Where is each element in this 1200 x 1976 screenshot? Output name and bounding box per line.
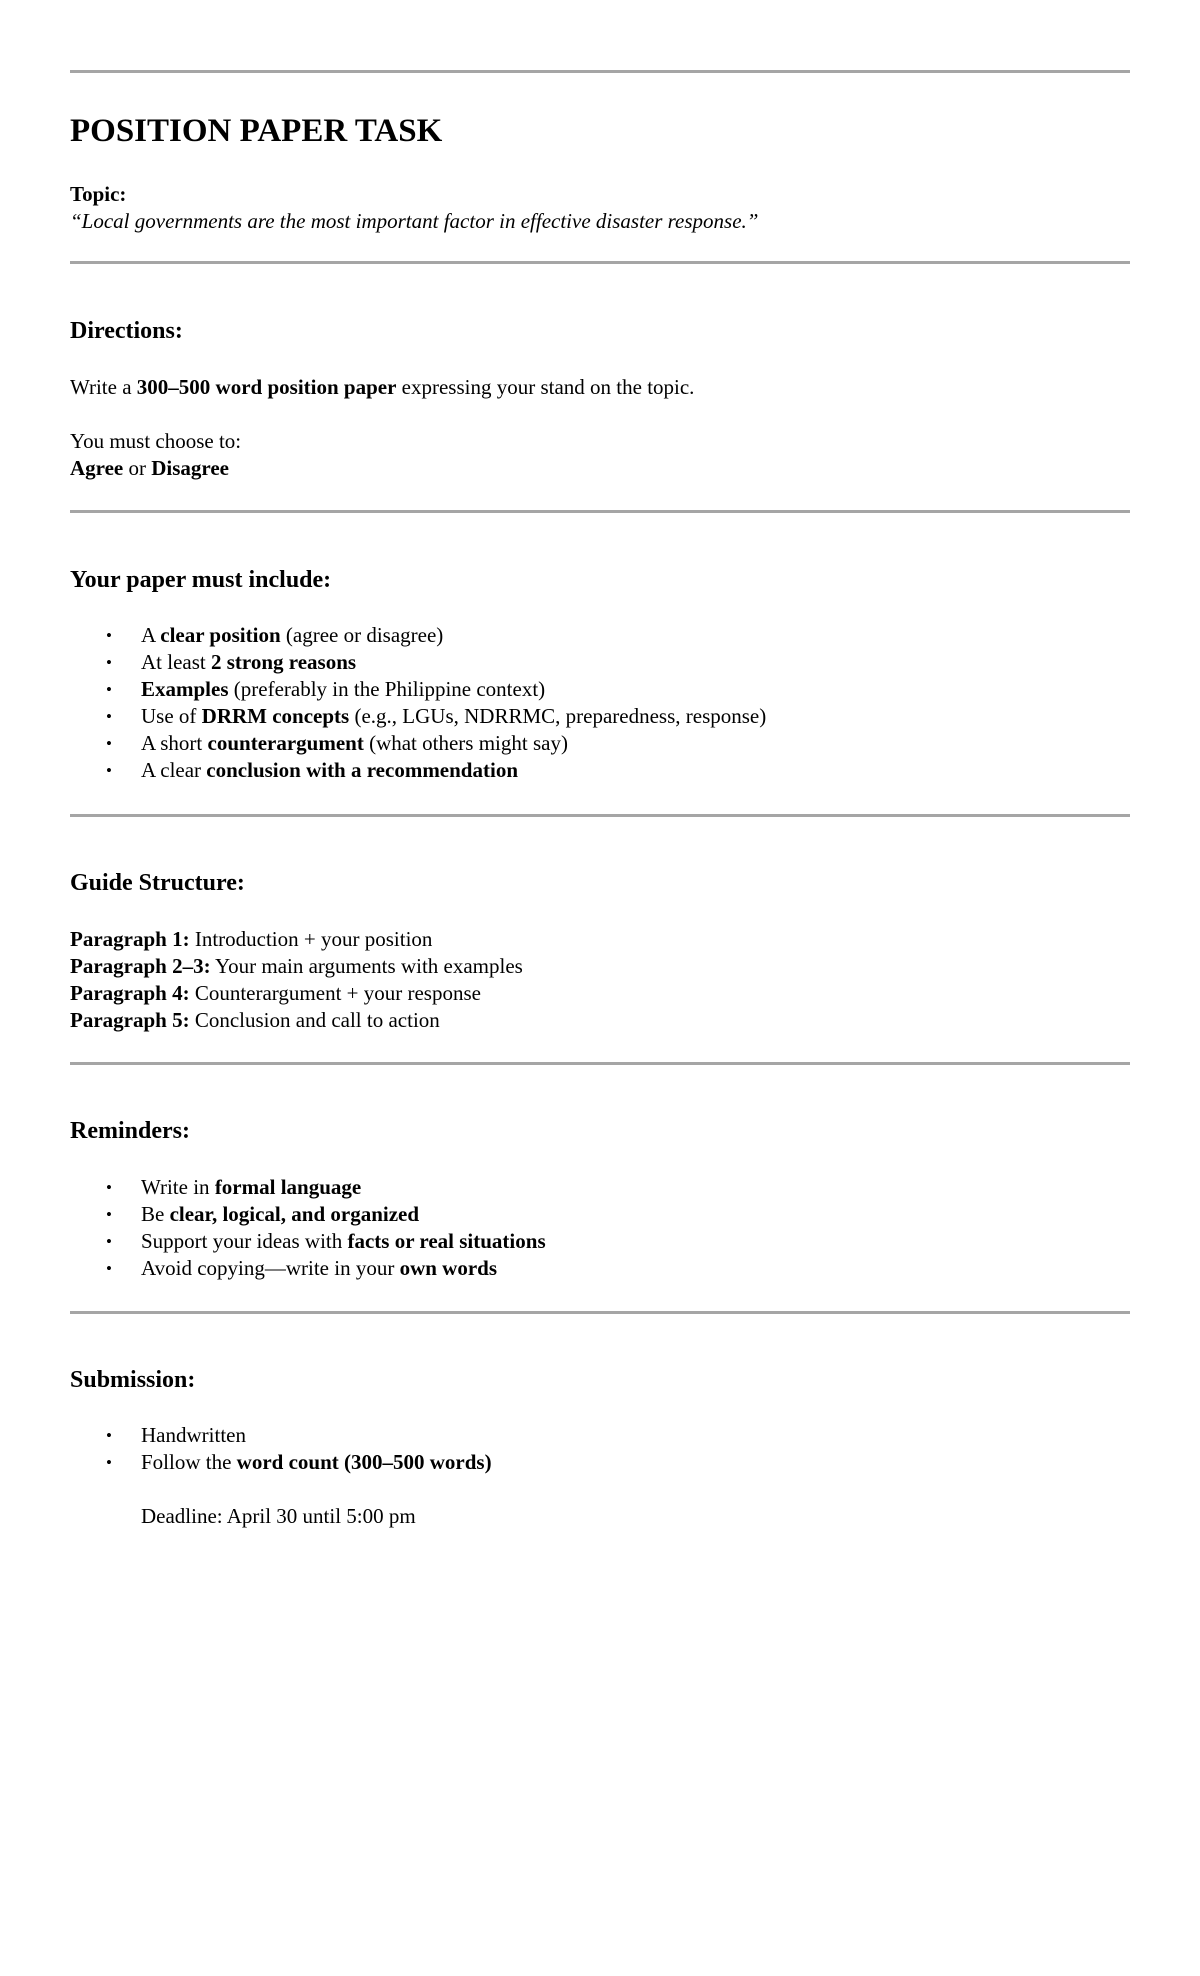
list-item-emphasis: facts or real situations [347,1229,546,1253]
list-item-emphasis: DRRM concepts [201,704,350,728]
divider-2 [70,510,1130,513]
guide-row-label: Paragraph 1: [70,927,190,951]
bullet-icon: • [106,1205,112,1224]
divider-1 [70,261,1130,264]
list-item [70,730,1130,757]
submission-list [70,1422,1130,1476]
guide-row-text: Counterargument + your response [189,981,481,1005]
page-title: POSITION PAPER TASK [70,113,443,149]
directions-body [70,374,1130,482]
guide-heading: Guide Structure: [70,870,245,896]
guide-row [70,926,1130,953]
list-item-text: A short [141,731,208,755]
list-item-text: Follow the [141,1450,237,1474]
list-item [70,622,1130,649]
directions-line-1-bold: 300–500 word position paper [136,375,397,399]
bullet-icon: • [106,761,112,780]
list-item [70,1201,1130,1228]
list-item [70,1255,1130,1282]
topic-label: Topic: [70,182,127,206]
reminders-list [70,1174,1130,1282]
list-item [70,757,1130,784]
list-item-emphasis: formal language [214,1175,362,1199]
bullet-icon: • [106,1232,112,1251]
list-item-text: (e.g., LGUs, NDRRMC, preparedness, response) [349,704,767,728]
list-item-emphasis: Examples [141,677,229,701]
directions-heading: Directions: [70,318,183,344]
list-item-text: Support your ideas with [141,1229,348,1253]
guide-row-label: Paragraph 2–3: [70,954,211,978]
list-item-text: Avoid copying—write in your [141,1256,400,1280]
submission-heading: Submission: [70,1367,196,1393]
list-item [70,649,1130,676]
guide-row [70,1007,1130,1034]
bullet-icon: • [106,1259,112,1278]
bullet-icon: • [106,1426,112,1445]
list-item-emphasis: clear, logical, and organized [169,1202,420,1226]
guide-row-text: Your main arguments with examples [210,954,523,978]
list-item-text: At least [141,650,211,674]
include-heading: Your paper must include: [70,567,332,593]
bullet-icon: • [106,734,112,753]
reminders-heading: Reminders: [70,1118,190,1144]
list-item [70,1422,1130,1449]
list-item-emphasis: clear position [160,623,281,647]
topic-block [70,181,1130,235]
divider-5 [70,1311,1130,1314]
list-item-emphasis: own words [399,1256,498,1280]
bullet-icon: • [106,1453,112,1472]
bullet-icon: • [106,707,112,726]
bullet-icon: • [106,1178,112,1197]
directions-line-1-pre: Write a [70,375,137,399]
list-item-text: Handwritten [141,1423,246,1447]
guide-list [70,926,1130,1034]
directions-line-3 [70,455,1130,482]
list-item-emphasis: 2 strong reasons [210,650,357,674]
list-item-text: (preferably in the Philippine context) [228,677,546,701]
directions-line-1-post: expressing your stand on the topic. [396,375,695,399]
list-item-text: A [141,623,161,647]
agree-option: Agree [70,456,124,480]
list-item-text: Use of [141,704,202,728]
list-item [70,676,1130,703]
bullet-icon: • [106,626,112,645]
guide-row-text: Conclusion and call to action [189,1008,440,1032]
list-item-text: (what others might say) [363,731,568,755]
guide-row-label: Paragraph 4: [70,981,190,1005]
guide-row [70,953,1130,980]
divider-top [70,70,1130,73]
list-item [70,1228,1130,1255]
bullet-icon: • [106,680,112,699]
list-item-emphasis: word count (300–500 words) [236,1450,492,1474]
include-list [70,622,1130,784]
list-item [70,1174,1130,1201]
divider-4 [70,1062,1130,1065]
guide-row-label: Paragraph 5: [70,1008,190,1032]
divider-3 [70,814,1130,817]
list-item-emphasis: counterargument [207,731,364,755]
list-item-text: A clear [141,758,207,782]
list-item [70,703,1130,730]
directions-line-2: You must choose to: [70,429,242,453]
list-item-text: Be [141,1202,170,1226]
or-text: or [123,456,152,480]
list-item-text: (agree or disagree) [280,623,444,647]
guide-row [70,980,1130,1007]
list-item-emphasis: conclusion with a recommendation [206,758,518,782]
disagree-option: Disagree [151,456,230,480]
guide-row-text: Introduction + your position [189,927,433,951]
deadline-text: Deadline: April 30 until 5:00 pm [141,1504,416,1528]
list-item-text: Write in [141,1175,215,1199]
directions-line-1 [70,374,1130,401]
list-item [70,1449,1130,1476]
topic-text: “Local governments are the most important factor in effective disaster response.” [70,209,759,233]
bullet-icon: • [106,653,112,672]
